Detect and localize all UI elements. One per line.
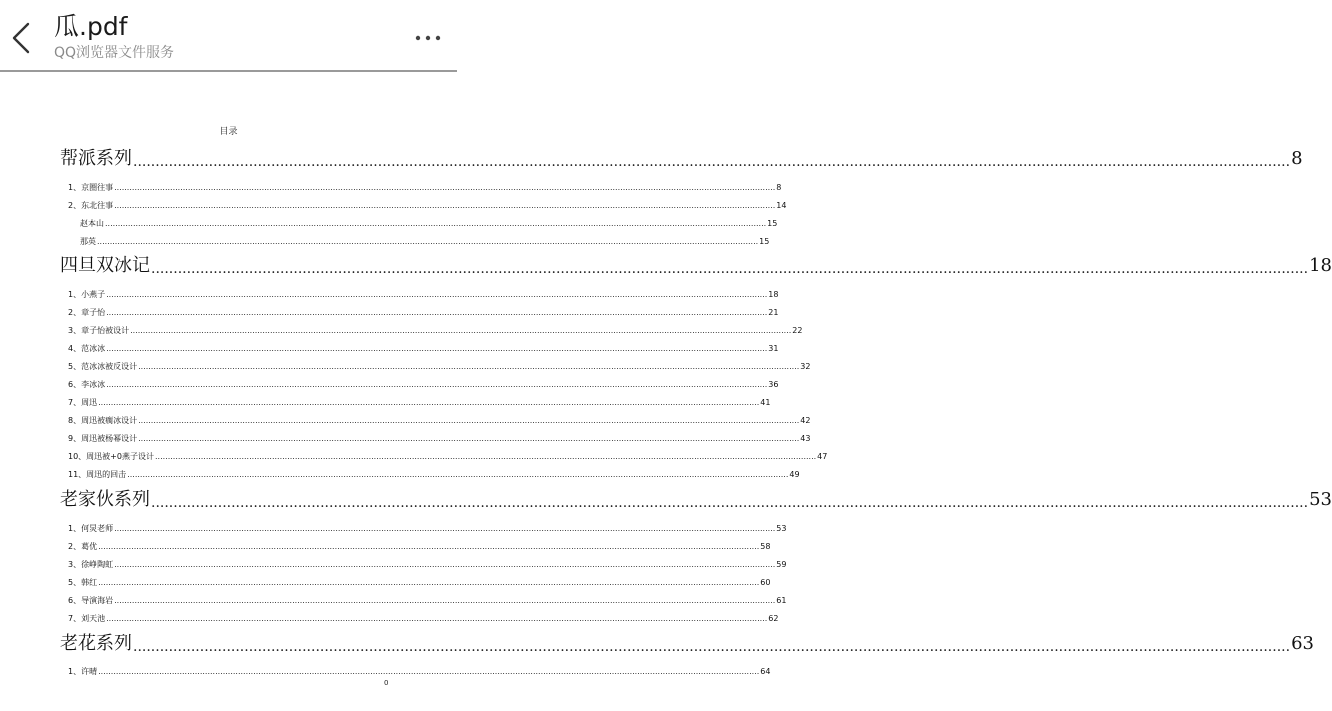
toc-page-number: 15 — [759, 237, 770, 246]
toc-page-number: 14 — [776, 201, 787, 210]
toc-item[interactable] — [0, 415, 811, 427]
toc-leader-dots: .................................................................................................................................................................................................................................................................... — [97, 237, 759, 246]
toc-label: 帮派系列 — [60, 148, 132, 169]
toc-section[interactable] — [0, 147, 1303, 171]
toc-leader-dots: .................................................................................................................................................................................................................................................................... — [151, 261, 1309, 277]
toc-leader-dots: .................................................................................................................................................................................................................................................................... — [105, 219, 767, 228]
toc-label: 10、周迅被+0燕子设计 — [68, 452, 154, 461]
toc-label: 2、章子怡 — [68, 308, 106, 317]
toc-item[interactable] — [0, 559, 787, 571]
toc-item[interactable] — [0, 523, 787, 535]
toc-page-number: 22 — [792, 326, 803, 335]
service-subtitle: QQ浏览器文件服务 — [54, 45, 175, 61]
toc-page-number: 63 — [1291, 633, 1314, 654]
toc-item[interactable] — [0, 200, 787, 212]
toc-section[interactable] — [0, 254, 1332, 278]
toc-page-number: 64 — [760, 667, 771, 676]
toc-page-number: 31 — [768, 344, 779, 353]
toc-leader-dots: .................................................................................................................................................................................................................................................................... — [138, 434, 800, 443]
toc-label: 3、徐峥陶虹 — [68, 560, 114, 569]
toc-leader-dots: .................................................................................................................................................................................................................................................................... — [106, 614, 768, 623]
toc-label: 11、周迅的回击 — [68, 470, 127, 479]
toc-page-number: 41 — [760, 398, 771, 407]
toc-leader-dots: .................................................................................................................................................................................................................................................................... — [138, 362, 800, 371]
document-title: 瓜.pdf — [54, 12, 128, 41]
toc-label: 1、许晴 — [68, 667, 98, 676]
toc-page-number: 36 — [768, 380, 779, 389]
toc-item[interactable] — [0, 361, 811, 373]
toc-item[interactable] — [0, 577, 771, 589]
toc-label: 7、周迅 — [68, 398, 98, 407]
toc-page-number: 15 — [767, 219, 778, 228]
toc-page-number: 42 — [800, 416, 811, 425]
toc-label: 那英 — [80, 237, 96, 246]
toc-item[interactable] — [0, 182, 782, 194]
toc-label: 7、刘天池 — [68, 614, 106, 623]
toc-leader-dots: .................................................................................................................................................................................................................................................................... — [98, 398, 760, 407]
toc-label: 1、何炅老师 — [68, 524, 114, 533]
toc-page-number: 61 — [776, 596, 787, 605]
toc-item[interactable] — [0, 307, 779, 319]
toc-item[interactable] — [0, 666, 771, 678]
toc-label: 1、京圈往事 — [68, 183, 114, 192]
toc-leader-dots: .................................................................................................................................................................................................................................................................... — [130, 326, 792, 335]
toc-page-number: 58 — [760, 542, 771, 551]
toc-page-number: 53 — [1309, 489, 1332, 510]
toc-leader-dots: .................................................................................................................................................................................................................................................................... — [114, 183, 776, 192]
toc-leader-dots: .................................................................................................................................................................................................................................................................... — [98, 578, 760, 587]
toc-leader-dots: .................................................................................................................................................................................................................................................................... — [98, 542, 760, 551]
toc-page-number: 8 — [1291, 148, 1303, 169]
toc-leader-dots: .................................................................................................................................................................................................................................................................... — [138, 416, 800, 425]
toc-leader-dots: .................................................................................................................................................................................................................................................................... — [106, 308, 768, 317]
toc-leader-dots: .................................................................................................................................................................................................................................................................... — [106, 380, 768, 389]
toc-label: 2、葛优 — [68, 542, 98, 551]
toc-page-number: 21 — [768, 308, 779, 317]
toc-page-number: 49 — [789, 470, 800, 479]
toc-label: 9、周迅被杨幂设计 — [68, 434, 138, 443]
page-number: 0 — [384, 679, 389, 687]
toc-label: 老花系列 — [60, 633, 132, 654]
toc-heading: 目录 — [219, 127, 238, 137]
toc-page-number: 59 — [776, 560, 787, 569]
toc-label: 2、东北往事 — [68, 201, 114, 210]
toc-label: 老家伙系列 — [60, 489, 150, 510]
toc-page-number: 32 — [800, 362, 811, 371]
back-button[interactable] — [6, 20, 36, 56]
toc-label: 3、章子怡被设计 — [68, 326, 130, 335]
more-button[interactable] — [413, 24, 443, 52]
toc-label: 1、小燕子 — [68, 290, 106, 299]
toc-label: 4、范冰冰 — [68, 344, 106, 353]
toc-item[interactable] — [0, 397, 771, 409]
toc-leader-dots: .................................................................................................................................................................................................................................................................... — [98, 667, 760, 676]
toc-page-number: 43 — [800, 434, 811, 443]
toc-label: 四旦双冰记 — [60, 255, 150, 276]
chevron-left-icon — [11, 22, 31, 54]
more-dots-icon — [415, 35, 441, 41]
toc-page-number: 60 — [760, 578, 771, 587]
pdf-page[interactable] — [0, 72, 1332, 711]
toc-leader-dots: .................................................................................................................................................................................................................................................................... — [114, 524, 776, 533]
toc-item[interactable] — [0, 541, 771, 553]
toc-item[interactable] — [0, 433, 811, 445]
toc-leader-dots: .................................................................................................................................................................................................................................................................... — [106, 290, 768, 299]
toc-leader-dots: .................................................................................................................................................................................................................................................................... — [154, 452, 817, 461]
toc-section[interactable] — [0, 488, 1332, 512]
toc-item[interactable] — [0, 595, 787, 607]
toc-label: 5、范冰冰被反设计 — [68, 362, 138, 371]
toc-page-number: 62 — [768, 614, 779, 623]
toc-page-number: 18 — [768, 290, 779, 299]
toc-subitem[interactable] — [0, 218, 778, 230]
toc-label: 6、李冰冰 — [68, 380, 106, 389]
toc-leader-dots: .................................................................................................................................................................................................................................................................... — [114, 560, 776, 569]
toc-item[interactable] — [0, 451, 828, 463]
toc-page-number: 53 — [776, 524, 787, 533]
toc-subitem[interactable] — [0, 236, 770, 248]
toc-page-number: 8 — [776, 183, 782, 192]
toc-item[interactable] — [0, 325, 803, 337]
toc-item[interactable] — [0, 343, 779, 355]
toc-leader-dots: .................................................................................................................................................................................................................................................................... — [114, 596, 776, 605]
toc-leader-dots: .................................................................................................................................................................................................................................................................... — [127, 470, 789, 479]
toc-leader-dots: .................................................................................................................................................................................................................................................................... — [114, 201, 776, 210]
toc-page-number: 18 — [1309, 255, 1332, 276]
app-header — [0, 0, 457, 72]
toc-label: 6、导演海岩 — [68, 596, 114, 605]
toc-item[interactable] — [0, 613, 779, 625]
toc-item[interactable] — [0, 289, 779, 301]
toc-leader-dots: .................................................................................................................................................................................................................................................................... — [133, 639, 1291, 655]
toc-leader-dots: .................................................................................................................................................................................................................................................................... — [106, 344, 768, 353]
toc-leader-dots: .................................................................................................................................................................................................................................................................... — [133, 154, 1291, 170]
toc-page-number: 47 — [817, 452, 828, 461]
toc-section[interactable] — [0, 632, 1314, 656]
toc-label: 5、韩红 — [68, 578, 98, 587]
toc-item[interactable] — [0, 469, 800, 481]
toc-label: 8、周迅被瘸冰设计 — [68, 416, 138, 425]
toc-label: 赵本山 — [80, 219, 104, 228]
toc-leader-dots: .................................................................................................................................................................................................................................................................... — [151, 495, 1309, 511]
toc-item[interactable] — [0, 379, 779, 391]
